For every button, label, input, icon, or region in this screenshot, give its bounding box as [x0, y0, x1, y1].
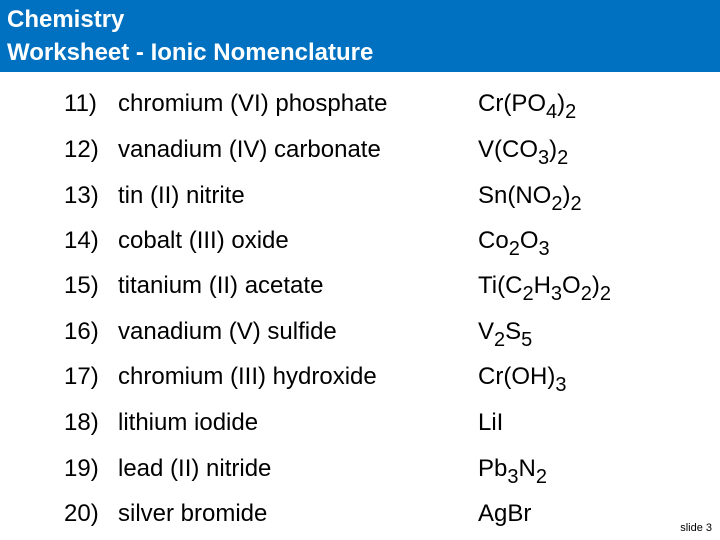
- formula-text: Ti(C: [478, 272, 523, 299]
- question-row: [0, 494, 700, 534]
- formula-text: Pb: [478, 455, 508, 482]
- question-row: [0, 176, 700, 216]
- formula-subscript: 5: [521, 329, 533, 351]
- formula-subscript: 2: [551, 193, 563, 215]
- question-number: 20): [64, 500, 99, 527]
- chemical-formula: [478, 266, 611, 306]
- formula-text: N: [518, 455, 536, 482]
- formula-text: AgBr: [478, 500, 532, 527]
- formula-subscript: 3: [538, 147, 550, 169]
- formula-subscript: 2: [535, 466, 547, 488]
- formula-subscript: 4: [546, 101, 558, 123]
- question-row: [0, 312, 700, 352]
- compound-name: chromium (III) hydroxide: [118, 363, 377, 390]
- formula-text: Cr(OH): [478, 363, 556, 390]
- slide-number: slide 3: [680, 522, 712, 534]
- formula-text: H: [533, 272, 551, 299]
- formula-text: ): [562, 182, 571, 209]
- formula-subscript: 2: [599, 283, 611, 305]
- chemical-formula: [478, 449, 547, 489]
- formula-subscript: 2: [565, 101, 577, 123]
- question-number: 19): [64, 455, 99, 482]
- formula-text: ): [591, 272, 600, 299]
- question-row: [0, 403, 700, 443]
- title-bar: [0, 0, 720, 72]
- formula-subscript: 2: [557, 147, 569, 169]
- compound-name: vanadium (IV) carbonate: [118, 136, 381, 163]
- formula-text: LiI: [478, 409, 504, 436]
- formula-subscript: 3: [555, 374, 567, 396]
- formula-text: ): [557, 90, 566, 117]
- formula-subscript: 3: [507, 466, 519, 488]
- formula-text: V(CO: [478, 136, 538, 163]
- formula-text: Sn(NO: [478, 182, 552, 209]
- compound-name: lead (II) nitride: [118, 455, 272, 482]
- question-row: [0, 266, 700, 306]
- compound-name: silver bromide: [118, 500, 268, 527]
- formula-text: Co: [478, 227, 509, 254]
- compound-name: lithium iodide: [118, 409, 259, 436]
- formula-text: S: [505, 318, 522, 345]
- title-line-2: Worksheet - Ionic Nomenclature: [7, 39, 374, 66]
- chemical-formula: [478, 84, 576, 124]
- formula-subscript: 2: [494, 329, 506, 351]
- compound-name: vanadium (V) sulfide: [118, 318, 337, 345]
- formula-subscript: 3: [538, 238, 550, 260]
- formula-subscript: 2: [522, 283, 534, 305]
- question-number: 16): [64, 318, 99, 345]
- formula-subscript: 2: [580, 283, 592, 305]
- question-row: [0, 357, 700, 397]
- question-row: [0, 221, 700, 261]
- chemical-formula: [478, 130, 568, 170]
- compound-name: cobalt (III) oxide: [118, 227, 289, 254]
- question-number: 17): [64, 363, 99, 390]
- chemical-formula: [478, 403, 503, 443]
- question-number: 13): [64, 182, 99, 209]
- formula-text: O: [562, 272, 581, 299]
- question-number: 15): [64, 272, 99, 299]
- question-number: 14): [64, 227, 99, 254]
- chemical-formula: [478, 494, 531, 534]
- formula-text: ): [549, 136, 558, 163]
- formula-text: Cr(PO: [478, 90, 546, 117]
- question-row: [0, 130, 700, 170]
- title-line-1: Chemistry: [7, 6, 125, 33]
- question-row: [0, 84, 700, 124]
- question-number: 11): [64, 90, 97, 117]
- chemical-formula: [478, 312, 532, 352]
- formula-text: V: [478, 318, 495, 345]
- compound-name: chromium (VI) phosphate: [118, 90, 388, 117]
- compound-name: titanium (II) acetate: [118, 272, 324, 299]
- compound-name: tin (II) nitrite: [118, 182, 245, 209]
- question-number: 18): [64, 409, 99, 436]
- formula-subscript: 2: [508, 238, 520, 260]
- formula-subscript: 3: [550, 283, 563, 305]
- question-row: [0, 449, 700, 489]
- question-number: 12): [64, 136, 99, 163]
- chemical-formula: [478, 176, 582, 216]
- chemical-formula: [478, 221, 550, 261]
- chemical-formula: [478, 357, 566, 397]
- formula-text: O: [519, 227, 539, 254]
- formula-subscript: 2: [570, 193, 582, 215]
